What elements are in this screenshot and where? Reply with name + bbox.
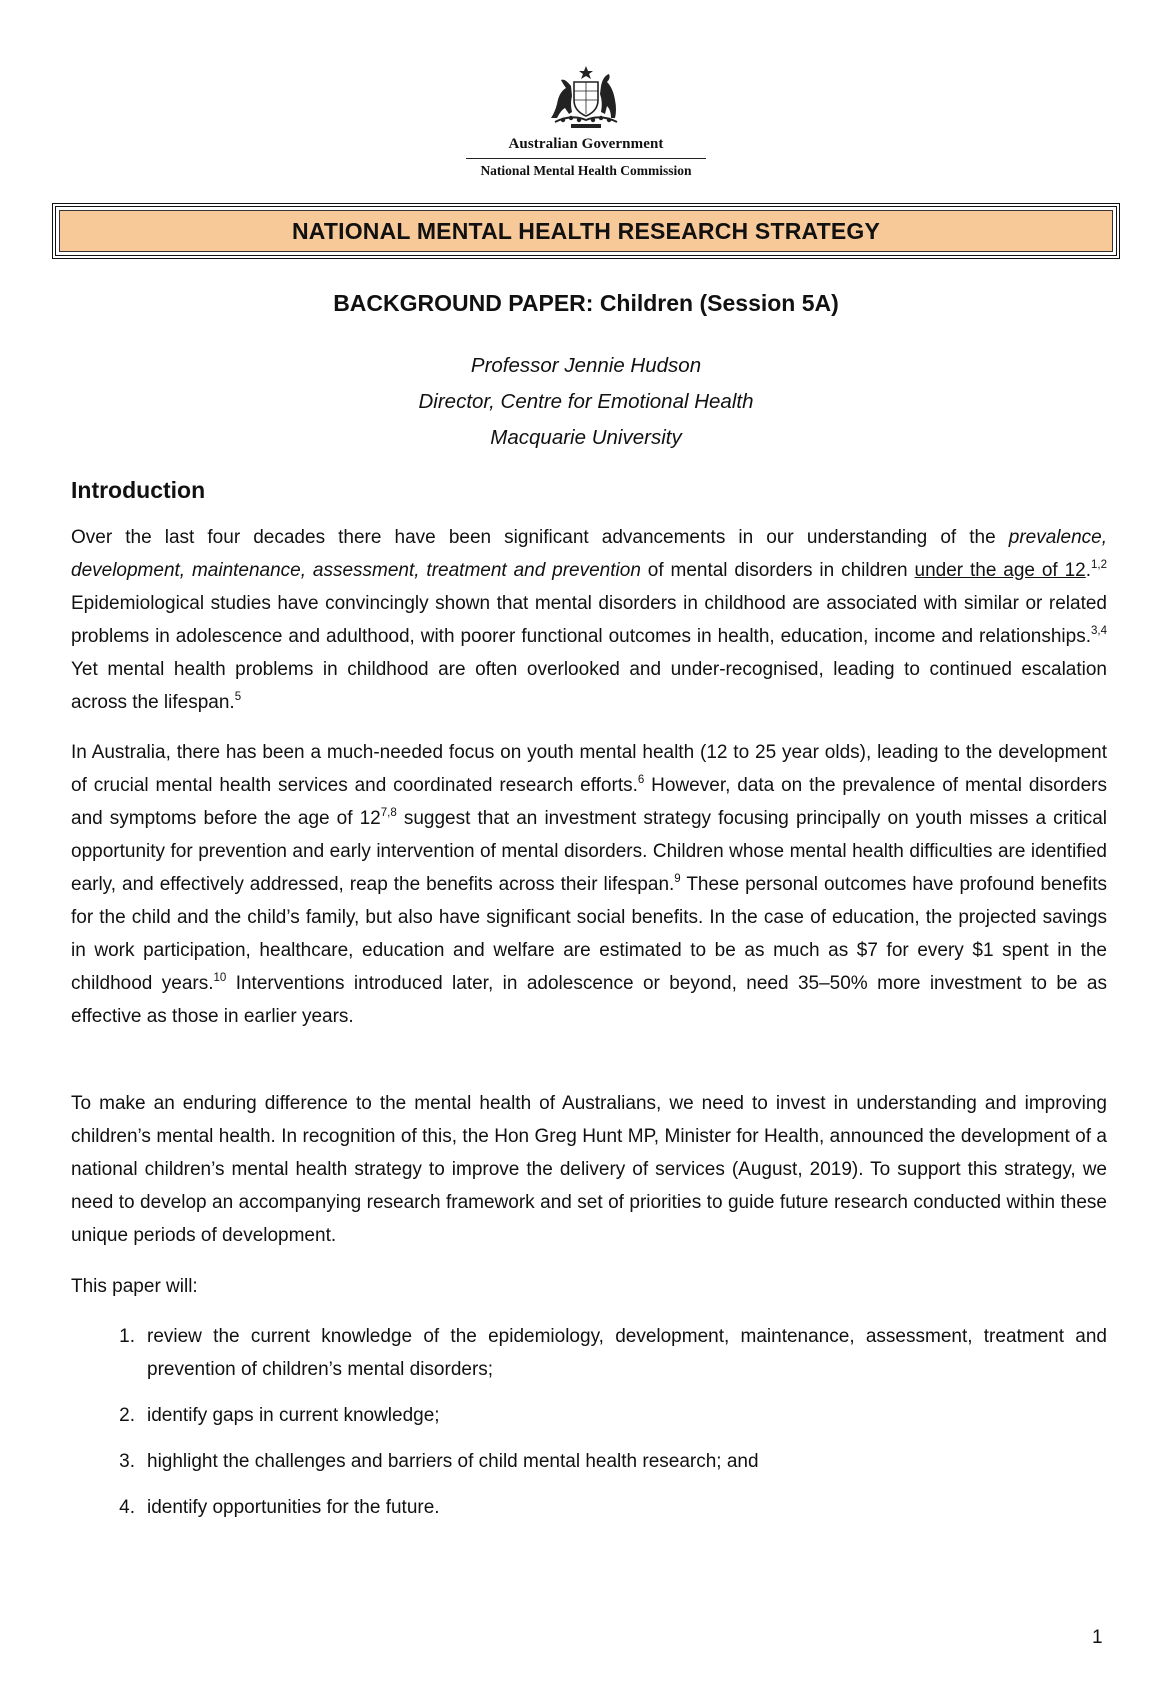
paragraph-4: This paper will: [71,1276,198,1297]
government-header [0,64,1172,179]
author-role: Director, Centre for Emotional Health [418,390,754,413]
list-text: identify gaps in current knowledge; [147,1405,440,1426]
list-item [71,1445,1107,1478]
list-number: 3. [119,1451,135,1472]
paragraph-1: Over the last four decades there have been significant advancements in our understanding of the prevalence, development, maintenance, assessment, treatment and prevention of mental disorders in children under the age of 12.$^{1,2}$ Epidemiological studies have convincingly shown that mental disorders in childhood are associated with similar or related problems in adolescence and adulthood, with poorer functional outcomes in health, education, income and relationships.$^{3,4}$ Yet mental health problems in childhood are often overlooked and under-recognised, leading to continued escalation across the lifespan.$^5$ [71,527,1107,713]
list-number: 1. [119,1326,135,1347]
objectives-list [71,1320,1107,1537]
paragraph-3: To make an enduring difference to the mental health of Australians, we need to invest in understanding and improving children’s mental health. In recognition of this, the Hon Greg Hunt MP, Minister for Health, announced the development of a national children’s mental health strategy to improve the delivery of services (August, 2019). To support this strategy, we need to develop an accompanying research framework and set of priorities to guide future research conducted within these unique periods of development. [71,1093,1107,1246]
underlined-phrase: under the age of 12 [914,560,1086,581]
citation: 7,8 [380,807,397,819]
citation: 1,2 [1091,559,1107,571]
list-number: 2. [119,1405,135,1426]
list-text: identify opportunities for the future. [147,1497,440,1518]
list-number: 4. [119,1497,135,1518]
commission-name: National Mental Health Commission [480,163,692,178]
paragraph-2: In Australia, there has been a much-needed focus on youth mental health (12 to 25 year olds), leading to the development of crucial mental health services and coordinated research efforts.$^6$ However, data on the prevalence of mental disorders and symptoms before the age of 12$^{7,8}$ suggest that an investment strategy focusing principally on youth misses a critical opportunity for prevention and early intervention of mental disorders. Children whose mental health difficulties are identified early, and effectively addressed, reap the benefits across their lifespan.$^9$ These personal outcomes have profound benefits for the child and the child’s family, but also have significant social benefits. In the case of education, the projected savings in work participation, healthcare, education and welfare are estimated to be as much as $7 for every $1 spent in the childhood years.$^{10}$ Interventions introduced later, in adolescence or beyond, need 35–50% more investment to be as effective as those in earlier years. [71,742,1107,1027]
header-divider [466,158,706,159]
citation: 5 [234,691,242,703]
list-text: highlight the challenges and barriers of child mental health research; and [147,1451,759,1472]
banner-title: NATIONAL MENTAL HEALTH RESEARCH STRATEGY [291,217,881,244]
paper-title: BACKGROUND PAPER: Children (Session 5A) [333,290,839,316]
government-name: Australian Government [508,136,664,152]
author-name: Professor Jennie Hudson [470,354,702,377]
citation: 10 [213,972,227,984]
list-item [71,1320,1107,1386]
list-item [71,1491,1107,1524]
author-block [0,348,1172,456]
citation: 3,4 [1091,625,1107,637]
list-text: review the current knowledge of the epidemiology, development, maintenance, assessment, treatment and prevention of children’s mental disorders; [147,1326,1107,1380]
section-heading-introduction: Introduction [71,477,206,503]
coat-of-arms-icon [541,64,631,130]
banner-fill [59,210,1113,252]
list-item [71,1399,1107,1432]
citation: 9 [674,873,681,885]
citation: 6 [637,774,645,786]
page-number: 1 [1092,1627,1103,1648]
author-institution: Macquarie University [490,426,682,449]
strategy-banner [52,203,1120,259]
